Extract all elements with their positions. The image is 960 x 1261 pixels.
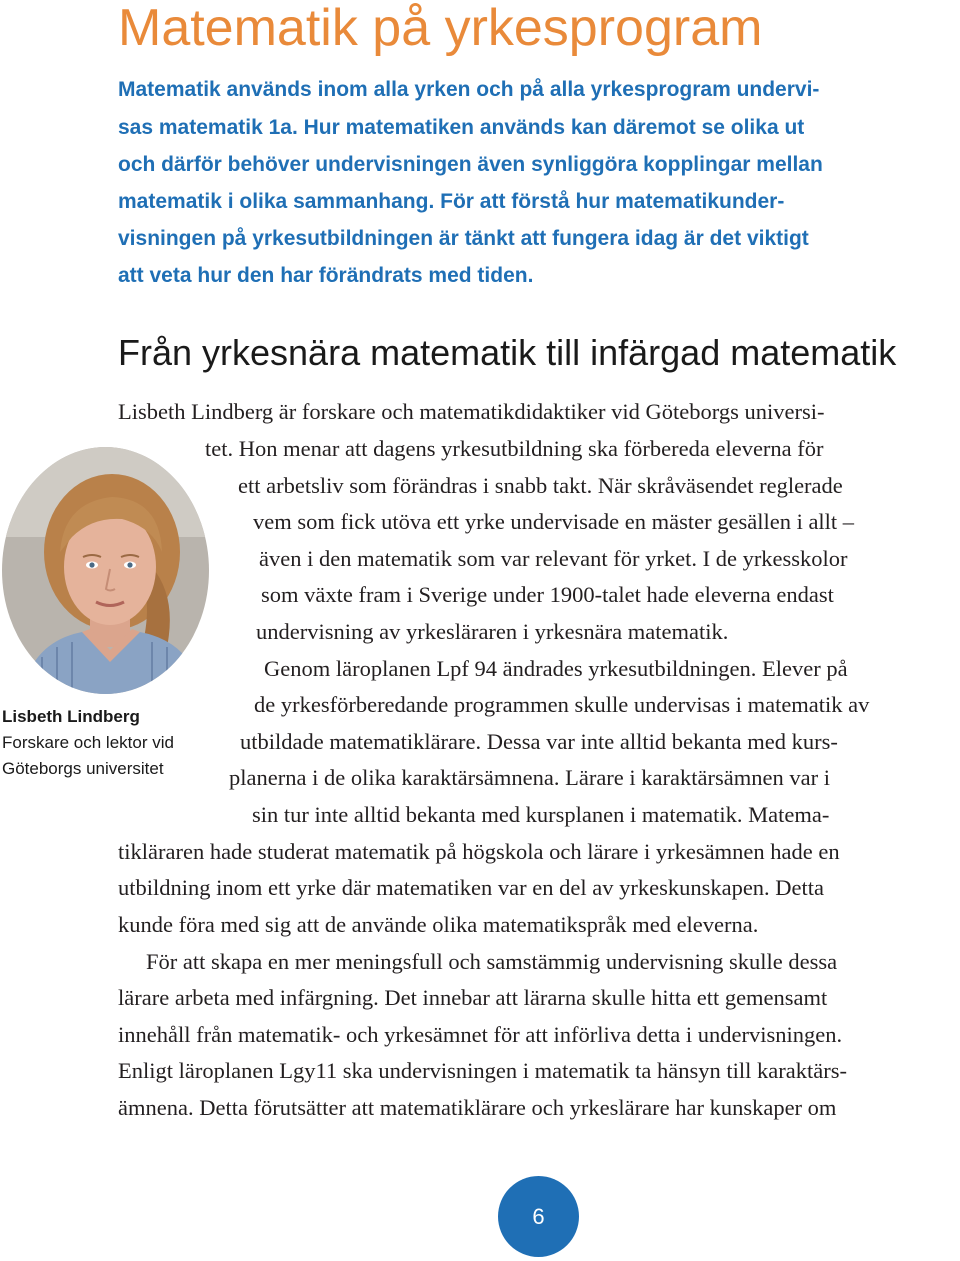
body-line: ett arbetsliv som förändras i snabb takt. När skråväsendet reglerade — [238, 473, 843, 498]
page-number-badge — [498, 1176, 579, 1257]
body-line: ämnena. Detta förutsätter att matematiklärare och yrkeslärare har kunskaper om — [118, 1095, 837, 1120]
intro-line: och därför behöver undervisningen även synliggöra kopplingar mellan — [118, 153, 823, 176]
body-line: de yrkesförberedande programmen skulle undervisas i matematik av — [254, 692, 870, 717]
body-line: sin tur inte alltid bekanta med kursplanen i matematik. Matema- — [252, 802, 830, 827]
intro-line: Matematik används inom alla yrken och på alla yrkesprogram undervi- — [118, 78, 820, 101]
intro-line: sas matematik 1a. Hur matematiken används kan däremot se olika ut — [118, 116, 805, 139]
body-line: som växte fram i Sverige under 1900-talet hade eleverna endast — [261, 582, 834, 607]
body-line: utbildade matematiklärare. Dessa var inte alltid bekanta med kurs- — [240, 729, 838, 754]
body-line: vem som fick utöva ett yrke undervisade en mäster gesällen i allt – — [253, 509, 855, 534]
body-line: även i den matematik som var relevant för yrket. I de yrkesskolor — [259, 546, 848, 571]
page-title: Matematik på yrkesprogram — [118, 0, 763, 57]
portrait-photo — [2, 447, 209, 694]
body-line: lärare arbeta med infärgning. Det innebar att lärarna skulle hitta ett gemensamt — [118, 985, 828, 1010]
page-number: 6 — [532, 1203, 545, 1229]
body-line: Lisbeth Lindberg är forskare och matematikdidaktiker vid Göteborgs universi- — [118, 399, 825, 424]
portrait-illustration — [2, 447, 209, 694]
body-line: undervisning av yrkesläraren i yrkesnära matematik. — [256, 619, 729, 644]
body-line: tet. Hon menar att dagens yrkesutbildning ska förbereda eleverna för — [205, 436, 824, 461]
intro-line: visningen på yrkesutbildningen är tänkt att fungera idag är det viktigt — [118, 227, 809, 250]
body-line: Enligt läroplanen Lgy11 ska undervisningen i matematik ta hänsyn till karaktärs- — [118, 1058, 847, 1083]
section-heading: Från yrkesnära matematik till infärgad matematik — [118, 332, 897, 373]
body-line: Genom läroplanen Lpf 94 ändrades yrkesutbildningen. Elever på — [264, 656, 848, 681]
body-line: planerna i de olika karaktärsämnena. Lärare i karaktärsämnen var i — [229, 765, 830, 790]
body-line: För att skapa en mer meningsfull och samstämmig undervisning skulle dessa — [146, 949, 838, 974]
intro-line: matematik i olika sammanhang. För att förstå hur matematikunder- — [118, 190, 785, 213]
caption-organization: Göteborgs universitet — [2, 759, 164, 778]
intro-line: att veta hur den har förändrats med tiden. — [118, 264, 534, 287]
body-line: innehåll från matematik- och yrkesämnet för att införliva detta i undervisningen. — [118, 1022, 843, 1047]
body-line: tikläraren hade studerat matematik på högskola och lärare i yrkesämnen hade en — [118, 839, 840, 864]
portrait-caption — [2, 704, 174, 782]
caption-name: Lisbeth Lindberg — [2, 707, 140, 726]
caption-role: Forskare och lektor vid — [2, 733, 174, 752]
body-line: utbildning inom ett yrke där matematiken var en del av yrkeskunskapen. Detta — [118, 875, 825, 900]
body-line: kunde föra med sig att de använde olika matematikspråk med eleverna. — [118, 912, 759, 937]
